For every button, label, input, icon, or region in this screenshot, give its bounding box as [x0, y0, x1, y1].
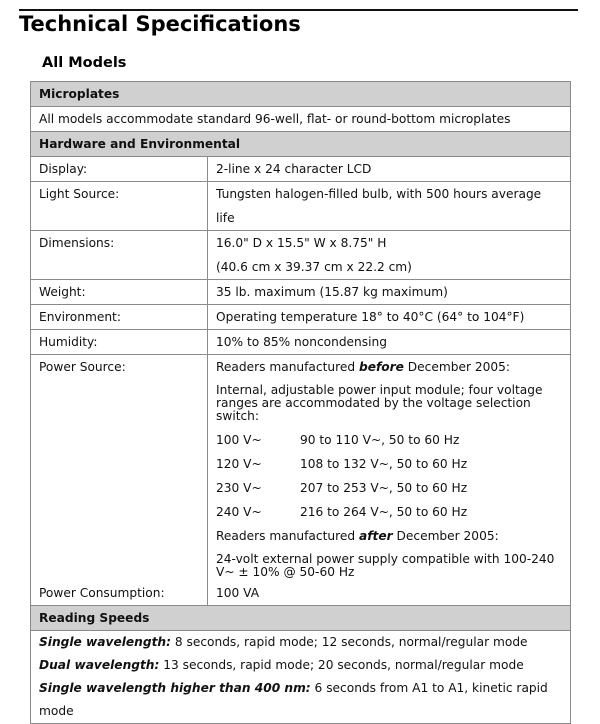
- voltage-nominal: 120 V~: [216, 457, 262, 471]
- voltage-row: [216, 452, 562, 476]
- table-row: [31, 231, 571, 280]
- reading-speed-cell: [31, 654, 571, 677]
- voltage-row: [216, 476, 562, 500]
- voltage-row: [216, 500, 562, 524]
- note-text: Readers manufactured: [216, 529, 359, 543]
- section-title: All Models: [42, 55, 127, 71]
- note-emphasis: after: [358, 529, 393, 543]
- reading-speed-label: Dual wavelength:: [39, 658, 160, 672]
- spec-value: 35 lb. maximum (15.87 kg maximum): [208, 280, 571, 305]
- voltage-range: 216 to 264 V~, 50 to 60 Hz: [300, 505, 468, 519]
- voltage-range: 108 to 132 V~, 50 to 60 Hz: [300, 457, 468, 471]
- spec-label: Display:: [31, 157, 208, 182]
- spec-label: Power Consumption:: [31, 581, 208, 606]
- top-rule: [19, 9, 578, 11]
- microplates-row: [31, 107, 571, 132]
- page-title: Technical Specifications: [19, 12, 301, 36]
- internal-module-text: Internal, adjustable power input module; four voltage ranges are accommodated by the voltage selection switch:: [216, 383, 543, 423]
- table-row: [31, 330, 571, 355]
- voltage-range: 207 to 253 V~, 50 to 60 Hz: [300, 481, 468, 495]
- note-text: December 2005:: [403, 360, 510, 374]
- reading-speed-value: 13 seconds, rapid mode; 20 seconds, normal/regular mode: [159, 658, 524, 672]
- microplates-heading: Microplates: [31, 82, 571, 107]
- note-text: December 2005:: [392, 529, 499, 543]
- microplates-text: All models accommodate standard 96-well, flat- or round-bottom microplates: [31, 107, 571, 132]
- table-row: [31, 157, 571, 182]
- spec-label: Dimensions:: [31, 231, 208, 280]
- power-source-value: [208, 355, 571, 582]
- spec-label: Environment:: [31, 305, 208, 330]
- dimensions-imperial: 16.0" D x 15.5" W x 8.75" H: [216, 236, 387, 250]
- spec-value: 100 VA: [208, 581, 571, 606]
- external-supply-text: 24-volt external power supply compatible with 100-240 V~ ± 10% @ 50-60 Hz: [216, 552, 555, 579]
- power-source-row: [31, 355, 571, 582]
- spec-label: Weight:: [31, 280, 208, 305]
- reading-speed-row: [31, 631, 571, 655]
- reading-speed-cell: [31, 631, 571, 655]
- spec-value: 2-line x 24 character LCD: [208, 157, 571, 182]
- power-consumption-row: [31, 581, 571, 606]
- after-2005-note: [216, 524, 562, 548]
- note-emphasis: before: [358, 360, 404, 374]
- table-row: [31, 182, 571, 231]
- microplates-header-row: [31, 82, 571, 107]
- before-2005-note: [216, 355, 562, 379]
- voltage-nominal: 100 V~: [216, 433, 262, 447]
- table-row: [31, 280, 571, 305]
- dimensions-metric: (40.6 cm x 39.37 cm x 22.2 cm): [216, 260, 412, 274]
- spec-value: Tungsten halogen-filled bulb, with 500 hours average life: [208, 182, 571, 231]
- reading-speed-row: [31, 654, 571, 677]
- voltage-nominal: 230 V~: [216, 481, 262, 495]
- reading-speed-cell: [31, 677, 571, 724]
- spec-value: Operating temperature 18° to 40°C (64° to 104°F): [208, 305, 571, 330]
- table-row: [31, 305, 571, 330]
- reading-speed-value: 6 seconds from A1 to A1, kinetic rapid mode: [39, 681, 548, 718]
- voltage-range: 90 to 110 V~, 50 to 60 Hz: [300, 433, 460, 447]
- reading-speed-row: [31, 677, 571, 724]
- hardware-heading: Hardware and Environmental: [31, 132, 571, 157]
- reading-speed-label: Single wavelength higher than 400 nm:: [39, 681, 311, 695]
- specifications-table: [30, 81, 571, 724]
- spec-value: 10% to 85% noncondensing: [208, 330, 571, 355]
- spec-label: Light Source:: [31, 182, 208, 231]
- reading-speed-value: 8 seconds, rapid mode; 12 seconds, normal/regular mode: [170, 635, 528, 649]
- spec-value: [208, 231, 571, 280]
- reading-speeds-header-row: [31, 606, 571, 631]
- hardware-header-row: [31, 132, 571, 157]
- note-text: Readers manufactured: [216, 360, 359, 374]
- spec-label: Humidity:: [31, 330, 208, 355]
- reading-speeds-heading: Reading Speeds: [31, 606, 571, 631]
- voltage-row: [216, 428, 562, 452]
- voltage-nominal: 240 V~: [216, 505, 262, 519]
- reading-speed-label: Single wavelength:: [39, 635, 171, 649]
- spec-label: Power Source:: [31, 355, 208, 582]
